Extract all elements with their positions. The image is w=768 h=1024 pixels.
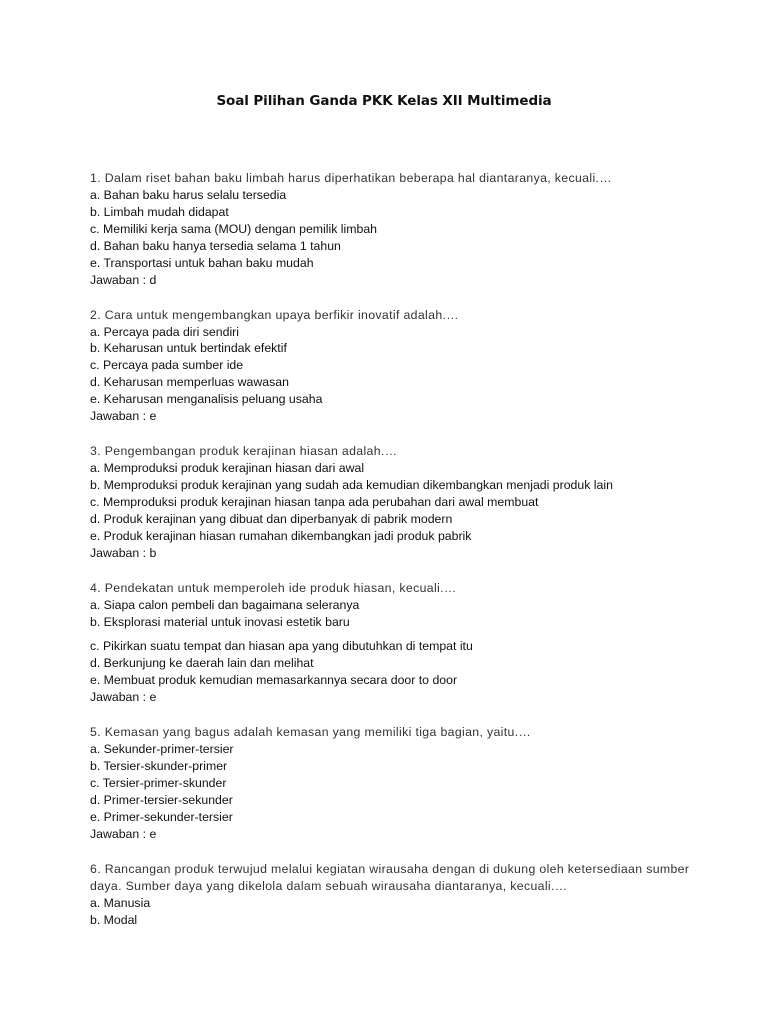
option-a: a. Manusia [90, 895, 151, 910]
answer-key: Jawaban : e [90, 409, 157, 424]
question-5 [90, 724, 690, 843]
spacer [90, 630, 690, 638]
answer-key: Jawaban : e [90, 826, 157, 841]
option-e: e. Membuat produk kemudian memasarkannya secara door to door [90, 673, 458, 688]
spacer [90, 706, 690, 724]
question-text: 2. Cara untuk mengembangkan upaya berfikir inovatif adalah.… [90, 307, 459, 322]
spacer [90, 843, 690, 861]
option-a: a. Percaya pada diri sendiri [90, 324, 240, 339]
answer-key: Jawaban : e [90, 690, 157, 705]
option-c: c. Pikirkan suatu tempat dan hiasan apa yang dibutuhkan di tempat itu [90, 639, 473, 654]
option-b: b. Memproduksi produk kerajinan yang sudah ada kemudian dikembangkan menjadi produk lain [90, 477, 613, 492]
question-text: 5. Kemasan yang bagus adalah kemasan yang memiliki tiga bagian, yaitu.… [90, 725, 532, 740]
question-text: 3. Pengembangan produk kerajinan hiasan adalah.… [90, 444, 398, 459]
option-e: e. Keharusan menganalisis peluang usaha [90, 392, 323, 407]
option-c: c. Percaya pada sumber ide [90, 358, 244, 373]
option-a: a. Memproduksi produk kerajinan hiasan dari awal [90, 461, 365, 476]
spacer [90, 562, 690, 580]
option-b: b. Eksplorasi material untuk inovasi estetik baru [90, 614, 350, 629]
question-2 [90, 307, 690, 426]
option-e: e. Produk kerajinan hiasan rumahan dikembangkan jadi produk pabrik [90, 528, 472, 543]
option-b: b. Limbah mudah didapat [90, 204, 229, 219]
option-b: b. Keharusan untuk bertindak efektif [90, 341, 287, 356]
option-e: e. Transportasi untuk bahan baku mudah [90, 255, 314, 270]
option-c: c. Tersier-primer-skunder [90, 775, 227, 790]
question-4 [90, 580, 690, 707]
option-a: a. Bahan baku harus selalu tersedia [90, 188, 287, 202]
option-c: c. Memiliki kerja sama (MOU) dengan pemilik limbah [90, 221, 378, 236]
option-d: d. Primer-tersier-sekunder [90, 792, 233, 807]
question-text: 1. Dalam riset bahan baku limbah harus diperhatikan beberapa hal diantaranya, kecuali.… [90, 171, 612, 185]
option-b: b. Tersier-skunder-primer [90, 759, 228, 774]
option-d: d. Bahan baku hanya tersedia selama 1 tahun [90, 238, 341, 253]
spacer [90, 425, 690, 443]
option-a: a. Sekunder-primer-tersier [90, 742, 234, 757]
option-d: d. Keharusan memperluas wawasan [90, 375, 289, 390]
question-list [90, 170, 690, 928]
question-1 [90, 170, 690, 289]
option-e: e. Primer-sekunder-tersier [90, 809, 233, 824]
option-a: a. Siapa calon pembeli dan bagaimana seleranya [90, 597, 360, 612]
option-b: b. Modal [90, 912, 138, 927]
option-c: c. Memproduksi produk kerajinan hiasan tanpa ada perubahan dari awal membuat [90, 494, 539, 509]
question-text: 4. Pendekatan untuk memperoleh ide produk hiasan, kecuali.… [90, 580, 457, 595]
question-6 [90, 861, 690, 929]
document-title: Soal Pilihan Ganda PKK Kelas XII Multimedia [216, 93, 552, 109]
spacer [90, 289, 690, 307]
answer-key: Jawaban : d [90, 272, 157, 287]
answer-key: Jawaban : b [90, 545, 157, 560]
question-text: 6. Rancangan produk terwujud melalui kegiatan wirausaha dengan di dukung oleh ketersediaan sumber daya. Sumber daya yang dikelola dalam sebuah wirausaha diantaranya, kecuali.… [90, 861, 690, 893]
option-d: d. Produk kerajinan yang dibuat dan diperbanyak di pabrik modern [90, 511, 453, 526]
option-d: d. Berkunjung ke daerah lain dan melihat [90, 656, 314, 671]
question-3 [90, 443, 690, 562]
